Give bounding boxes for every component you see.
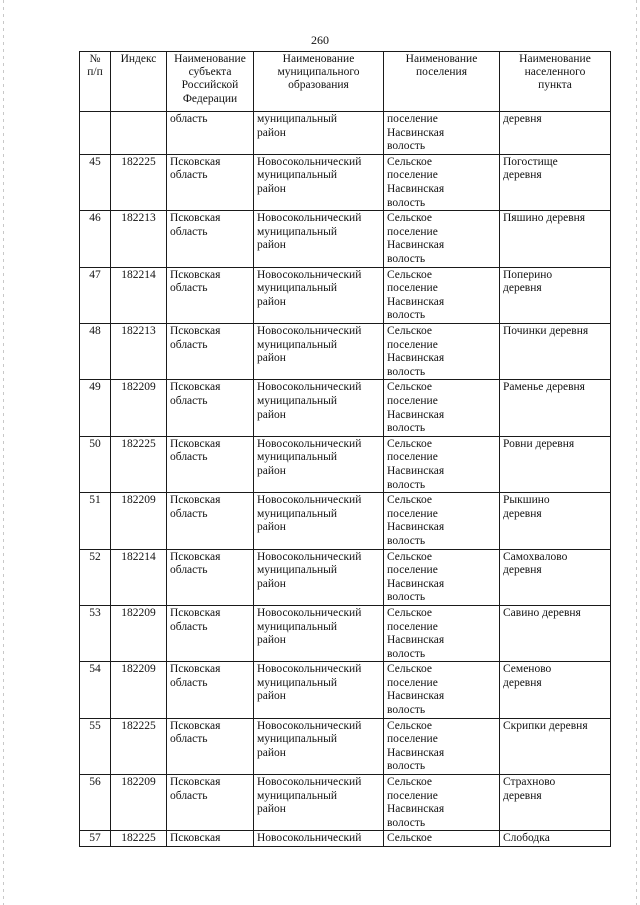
cell-locality: Погостище деревня [500,154,611,210]
cell-locality: Ровни деревня [500,436,611,492]
cell-index: 182209 [111,605,167,661]
header-subject: Наименование субъекта Российской Федерации [167,52,254,112]
cell-locality: Слободка [500,831,611,847]
cell-index: 182209 [111,662,167,718]
cell-number: 55 [80,718,111,774]
cell-municipality: Новосокольнический муниципальный район [254,718,384,774]
cell-index: 182209 [111,775,167,831]
cell-locality: Семеново деревня [500,662,611,718]
settlements-table [79,51,611,847]
scan-edge-right [636,0,637,905]
cell-locality: Савино деревня [500,605,611,661]
table-row [80,211,611,267]
cell-number: 50 [80,436,111,492]
cell-settlement: Сельское поселение Насвинская волость [384,718,500,774]
cell-number: 53 [80,605,111,661]
cell-locality: Пяшино деревня [500,211,611,267]
cell-locality: Страхново деревня [500,775,611,831]
cell-municipality: Новосокольнический муниципальный район [254,211,384,267]
cell-settlement: Сельское поселение Насвинская волость [384,605,500,661]
cell-municipality: Новосокольнический муниципальный район [254,775,384,831]
cell-municipality: Новосокольнический муниципальный район [254,662,384,718]
cell-settlement: поселение Насвинская волость [384,112,500,155]
table-row [80,718,611,774]
cell-index: 182214 [111,267,167,323]
cell-index [111,112,167,155]
table-row [80,493,611,549]
table-row [80,549,611,605]
cell-subject: Псковская область [167,380,254,436]
cell-settlement: Сельское поселение Насвинская волость [384,662,500,718]
table-row [80,436,611,492]
cell-locality: Рыкшино деревня [500,493,611,549]
cell-settlement: Сельское поселение Насвинская волость [384,493,500,549]
header-index: Индекс [111,52,167,112]
cell-subject: Псковская область [167,775,254,831]
cell-municipality: Новосокольнический муниципальный район [254,549,384,605]
header-locality: Наименование населенного пункта [500,52,611,112]
cell-municipality: Новосокольнический [254,831,384,847]
header-municipality: Наименование муниципального образования [254,52,384,112]
cell-number: 54 [80,662,111,718]
cell-number: 56 [80,775,111,831]
cell-number: 48 [80,323,111,379]
cell-settlement: Сельское поселение Насвинская волость [384,267,500,323]
cell-subject: Псковская область [167,267,254,323]
cell-municipality: Новосокольнический муниципальный район [254,267,384,323]
cell-locality: деревня [500,112,611,155]
cell-municipality: Новосокольнический муниципальный район [254,605,384,661]
cell-settlement: Сельское поселение Насвинская волость [384,549,500,605]
cell-number: 52 [80,549,111,605]
cell-subject: Псковская область [167,718,254,774]
cell-locality: Раменье деревня [500,380,611,436]
cell-index: 182209 [111,493,167,549]
cell-municipality: Новосокольнический муниципальный район [254,154,384,210]
table-row [80,323,611,379]
cell-number: 49 [80,380,111,436]
cell-number: 57 [80,831,111,847]
cell-number: 47 [80,267,111,323]
cell-subject: Псковская [167,831,254,847]
cell-subject: Псковская область [167,662,254,718]
cell-index: 182214 [111,549,167,605]
cell-subject: Псковская область [167,211,254,267]
page-number: 260 [311,33,329,47]
cell-settlement: Сельское поселение Насвинская волость [384,775,500,831]
cell-number: 46 [80,211,111,267]
cell-index: 182213 [111,323,167,379]
cell-settlement: Сельское поселение Насвинская волость [384,436,500,492]
cell-index: 182209 [111,380,167,436]
table-header-row [80,52,611,112]
table-row [80,267,611,323]
cell-index: 182225 [111,831,167,847]
cell-municipality: Новосокольнический муниципальный район [254,436,384,492]
header-number: № п/п [80,52,111,112]
cell-municipality: Новосокольнический муниципальный район [254,493,384,549]
cell-municipality: Новосокольнический муниципальный район [254,323,384,379]
cell-locality: Самохвалово деревня [500,549,611,605]
cell-locality: Скрипки деревня [500,718,611,774]
cell-subject: Псковская область [167,605,254,661]
cell-number: 51 [80,493,111,549]
cell-settlement: Сельское поселение Насвинская волость [384,154,500,210]
cell-subject: область [167,112,254,155]
cell-municipality: муниципальный район [254,112,384,155]
cell-settlement: Сельское поселение Насвинская волость [384,323,500,379]
cell-number [80,112,111,155]
table-row [80,154,611,210]
cell-subject: Псковская область [167,493,254,549]
cell-index: 182213 [111,211,167,267]
table-row [80,662,611,718]
cell-settlement: Сельское поселение Насвинская волость [384,380,500,436]
cell-locality: Починки деревня [500,323,611,379]
cell-subject: Псковская область [167,549,254,605]
cell-municipality: Новосокольнический муниципальный район [254,380,384,436]
scan-edge-left [3,0,4,905]
cell-number: 45 [80,154,111,210]
cell-index: 182225 [111,154,167,210]
cell-subject: Псковская область [167,436,254,492]
cell-index: 182225 [111,436,167,492]
cell-settlement: Сельское поселение Насвинская волость [384,211,500,267]
header-settlement: Наименование поселения [384,52,500,112]
cell-subject: Псковская область [167,154,254,210]
table-row-continuation [80,112,611,155]
table-row [80,605,611,661]
cell-subject: Псковская область [167,323,254,379]
table-row [80,831,611,847]
cell-locality: Поперино деревня [500,267,611,323]
table-row [80,775,611,831]
cell-index: 182225 [111,718,167,774]
table-row [80,380,611,436]
cell-settlement: Сельское [384,831,500,847]
